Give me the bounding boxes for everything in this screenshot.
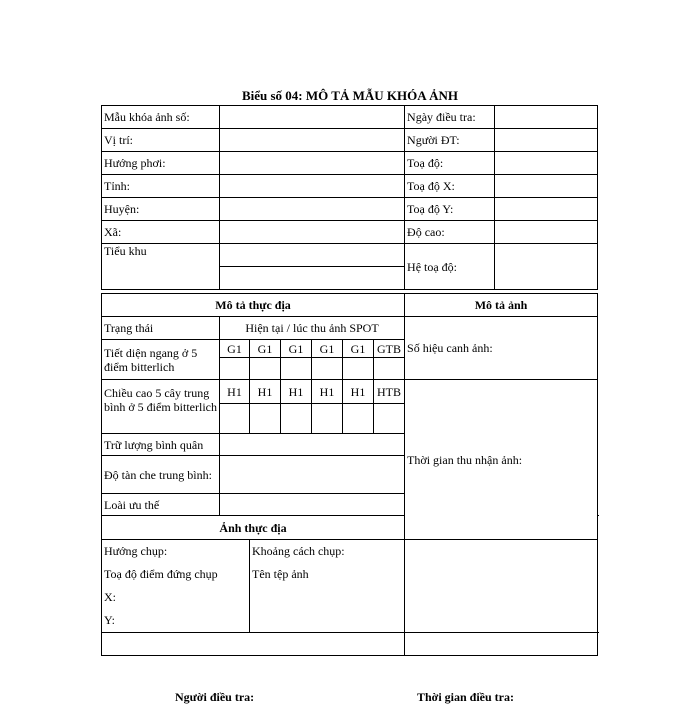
footer-surveyor: Người điều tra: bbox=[175, 690, 255, 704]
header-image-description: Mô tả ảnh bbox=[405, 294, 598, 317]
value-coordinates[interactable] bbox=[495, 152, 598, 175]
label-key-no: Mẫu khóa ảnh số: bbox=[102, 106, 220, 129]
label-survey-date: Ngày điều tra: bbox=[405, 106, 495, 129]
h-cell[interactable] bbox=[374, 404, 405, 434]
label-coord-x: Toạ độ X: bbox=[405, 175, 495, 198]
header-gtb: GTB bbox=[374, 340, 405, 358]
g-cell[interactable] bbox=[374, 358, 405, 380]
g-cell[interactable] bbox=[343, 358, 374, 380]
label-shooting-direction: Hướng chụp: bbox=[104, 544, 168, 558]
label-height: Chiều cao 5 cây trung bình ở 5 điểm bitterlich bbox=[102, 380, 220, 434]
label-standpoint: Toạ độ điểm đứng chụp bbox=[104, 567, 218, 581]
value-survey-date[interactable] bbox=[495, 106, 598, 129]
label-district: Huyện: bbox=[102, 198, 220, 221]
label-commune: Xã: bbox=[102, 221, 220, 244]
h-cell[interactable] bbox=[220, 404, 250, 434]
header-g1: G1 bbox=[312, 340, 343, 358]
value-key-no[interactable] bbox=[220, 106, 405, 129]
header-h1: H1 bbox=[250, 380, 281, 404]
label-species: Loài ưu thế bbox=[102, 494, 220, 516]
form-title: Biểu số 04: MÔ TẢ MẪU KHÓA ẢNH bbox=[241, 88, 459, 103]
blank-row-left bbox=[102, 633, 405, 656]
value-species[interactable] bbox=[220, 494, 405, 516]
label-status: Trạng thái bbox=[102, 317, 220, 340]
value-volume[interactable] bbox=[220, 434, 405, 456]
h-cell[interactable] bbox=[312, 404, 343, 434]
photo-info-right bbox=[250, 540, 405, 633]
value-coord-system[interactable] bbox=[495, 244, 598, 290]
g-cell[interactable] bbox=[220, 358, 250, 380]
footer-survey-time: Thời gian điều tra: bbox=[417, 690, 514, 704]
g-cell[interactable] bbox=[250, 358, 281, 380]
value-location[interactable] bbox=[220, 129, 405, 152]
label-coordinates: Toạ độ: bbox=[405, 152, 495, 175]
label-volume: Trữ lượng bình quân bbox=[102, 434, 220, 456]
g-cell[interactable] bbox=[281, 358, 312, 380]
status-value: Hiện tại / lúc thu ảnh SPOT bbox=[220, 317, 405, 340]
label-x: X: bbox=[104, 590, 116, 604]
header-h1: H1 bbox=[343, 380, 374, 404]
value-province[interactable] bbox=[220, 175, 405, 198]
header-g1: G1 bbox=[220, 340, 250, 358]
label-shooting-distance: Khoảng cách chụp: bbox=[252, 544, 345, 558]
value-coord-x[interactable] bbox=[495, 175, 598, 198]
h-cell[interactable] bbox=[250, 404, 281, 434]
header-h1: H1 bbox=[220, 380, 250, 404]
photo-info-left bbox=[102, 540, 250, 633]
value-sub-compartment-2[interactable] bbox=[220, 267, 405, 290]
header-g1: G1 bbox=[343, 340, 374, 358]
form-table bbox=[101, 105, 598, 656]
value-canopy[interactable] bbox=[220, 456, 405, 494]
blank-row-right bbox=[405, 633, 598, 656]
header-field-description: Mô tả thực địa bbox=[102, 294, 405, 317]
label-aspect: Hướng phơi: bbox=[102, 152, 220, 175]
value-aspect[interactable] bbox=[220, 152, 405, 175]
value-district[interactable] bbox=[220, 198, 405, 221]
label-province: Tỉnh: bbox=[102, 175, 220, 198]
label-basal-area: Tiết diện ngang ở 5 điểm bitterlich bbox=[102, 340, 220, 380]
label-location: Vị trí: bbox=[102, 129, 220, 152]
label-coord-system: Hệ toạ độ: bbox=[405, 244, 495, 290]
h-cell[interactable] bbox=[281, 404, 312, 434]
header-field-photo: Ảnh thực địa bbox=[102, 516, 405, 540]
label-coord-y: Toạ độ Y: bbox=[405, 198, 495, 221]
g-cell[interactable] bbox=[312, 358, 343, 380]
label-file-name: Tên tệp ảnh bbox=[252, 567, 309, 581]
h-cell[interactable] bbox=[343, 404, 374, 434]
value-surveyor[interactable] bbox=[495, 129, 598, 152]
header-h1: H1 bbox=[281, 380, 312, 404]
value-elevation[interactable] bbox=[495, 221, 598, 244]
label-y: Y: bbox=[104, 613, 115, 627]
label-surveyor: Người ĐT: bbox=[405, 129, 495, 152]
header-g1: G1 bbox=[250, 340, 281, 358]
value-sub-compartment-1[interactable] bbox=[220, 244, 405, 267]
label-elevation: Độ cao: bbox=[405, 221, 495, 244]
value-coord-y[interactable] bbox=[495, 198, 598, 221]
label-canopy: Độ tàn che trung bình: bbox=[102, 456, 220, 494]
label-sub-compartment: Tiểu khu bbox=[102, 244, 220, 290]
label-acquisition-time: Thời gian thu nhận ảnh: bbox=[405, 380, 598, 540]
label-scene-number: Số hiệu canh ảnh: bbox=[405, 317, 598, 380]
header-htb: HTB bbox=[374, 380, 405, 404]
value-commune[interactable] bbox=[220, 221, 405, 244]
header-g1: G1 bbox=[281, 340, 312, 358]
header-h1: H1 bbox=[312, 380, 343, 404]
